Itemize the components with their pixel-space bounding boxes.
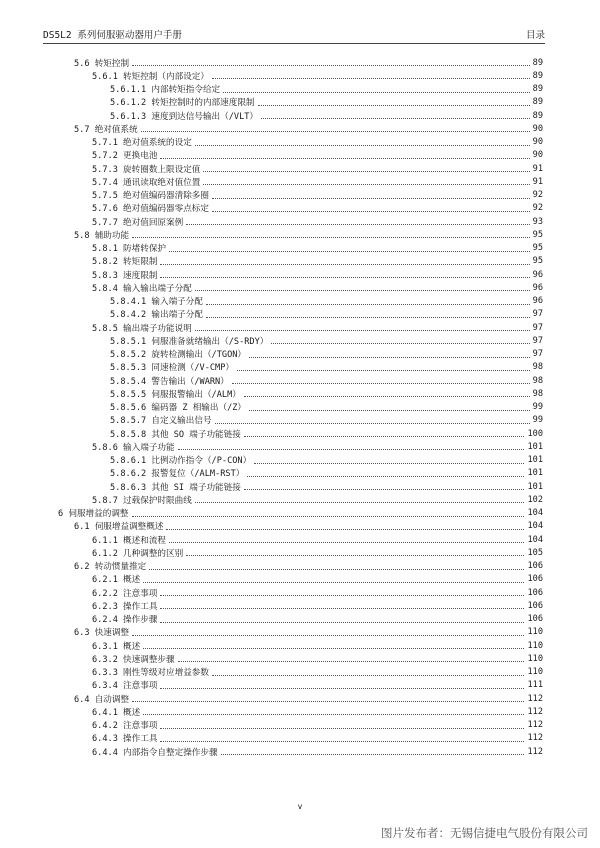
toc-entry[interactable] [74, 520, 543, 533]
toc-entry-page: 112 [527, 706, 543, 717]
toc-entry-page: 93 [532, 216, 543, 227]
toc-entry[interactable] [110, 401, 543, 414]
toc-leader-dots [169, 542, 524, 543]
toc-entry-page: 112 [527, 733, 543, 744]
toc-entry-title: 5.8.6.3 其他 SI 端子功能链接 [110, 482, 241, 493]
toc-entry-page: 97 [532, 309, 543, 320]
toc-entry[interactable] [92, 666, 543, 679]
header-manual-title: DS5L2 系列伺服驱动器用户手册 [43, 30, 182, 41]
toc-entry-page: 89 [532, 70, 543, 81]
toc-leader-dots [271, 343, 529, 344]
toc-entry-page: 95 [532, 229, 543, 240]
toc-entry-page: 110 [527, 667, 543, 677]
toc-entry-title: 6.2 转动惯量推定 [74, 562, 147, 572]
toc-entry-page: 101 [527, 441, 543, 452]
toc-entry[interactable] [92, 732, 543, 745]
toc-entry-title: 5.8 辅助功能 [74, 230, 130, 241]
toc-entry-page: 110 [527, 640, 543, 651]
toc-leader-dots [261, 118, 530, 119]
toc-entry-title: 6.4.1 概述 [92, 707, 141, 718]
toc-entry-title: 6.3.4 注意事项 [92, 681, 158, 692]
page-number: v [297, 802, 303, 811]
toc-entry-title: 5.6.1 转矩控制（内部设定） [92, 71, 209, 82]
toc-entry[interactable] [92, 613, 543, 626]
toc-entry-title: 5.8.5.8 其他 SO 端子功能链接 [110, 429, 241, 440]
toc-entry[interactable] [110, 308, 543, 321]
toc-entry-title: 5.7.1 绝对值系统的设定 [92, 138, 192, 148]
header-rule [43, 43, 545, 44]
toc-entry-title: 5.7.7 绝对值回原案例 [92, 217, 184, 228]
toc-entry-page: 99 [532, 402, 543, 412]
toc-entry-title: 5.8.5.7 自定义输出信号 [110, 416, 212, 427]
toc-entry[interactable] [92, 533, 543, 546]
toc-entry-page: 90 [532, 137, 543, 147]
toc-entry[interactable] [92, 162, 543, 175]
toc-entry[interactable] [110, 96, 543, 109]
toc-entry-page: 89 [532, 57, 543, 68]
toc-entry-title: 5.8.6 输入端子功能 [92, 442, 175, 453]
toc-leader-dots [244, 489, 525, 490]
toc-entry[interactable] [92, 639, 543, 652]
toc-leader-dots [160, 595, 524, 596]
header-section-label: 目录 [525, 30, 545, 41]
toc-entry-title: 6.3.3 刚性等级对应增益参数 [92, 668, 209, 678]
toc-entry[interactable] [110, 480, 543, 493]
toc-entry[interactable] [110, 295, 543, 308]
toc-leader-dots [132, 701, 524, 702]
toc-entry[interactable] [110, 83, 543, 96]
toc-entry[interactable] [58, 507, 543, 520]
toc-leader-dots [195, 330, 530, 331]
toc-entry-page: 106 [527, 561, 543, 571]
toc-leader-dots [143, 648, 524, 649]
toc-leader-dots [132, 635, 524, 636]
toc-leader-dots [160, 688, 524, 689]
toc-leader-dots [186, 555, 524, 556]
toc-entry-title: 5.8.5.6 编码器 Z 相输出（/Z） [110, 403, 247, 413]
toc-entry[interactable] [92, 136, 543, 149]
toc-entry-page: 111 [527, 680, 543, 691]
toc-entry-title: 5.7.4 通讯读取绝对值位置 [92, 177, 201, 188]
toc-leader-dots [141, 131, 530, 132]
toc-entry-page: 110 [527, 627, 543, 638]
toc-leader-dots [249, 357, 530, 358]
toc-leader-dots [237, 370, 530, 371]
toc-entry[interactable] [92, 69, 543, 82]
toc-entry-page: 101 [527, 455, 543, 465]
toc-entry-title: 5.7.2 更换电池 [92, 151, 158, 162]
toc-entry[interactable] [74, 228, 543, 241]
toc-entry-title: 5.8.5.3 同速检测（/V-CMP） [110, 363, 234, 374]
toc-leader-dots [232, 383, 530, 384]
toc-entry-title: 5.6 转矩控制 [74, 58, 130, 69]
toc-leader-dots [160, 622, 524, 623]
toc-entry-page: 91 [532, 163, 543, 174]
toc-entry[interactable] [110, 348, 543, 361]
toc-entry-title: 5.8.4.1 输入端子分配 [110, 297, 203, 307]
toc-entry[interactable] [92, 440, 543, 453]
toc-leader-dots [206, 304, 530, 305]
toc-entry-title: 5.8.5.1 伺服准备就绪输出（/S-RDY） [110, 336, 269, 347]
toc-entry-page: 102 [527, 494, 543, 505]
toc-entry-title: 6.4.2 注意事项 [92, 721, 158, 731]
toc-entry-title: 5.6.1.3 速度到达信号输出（/VLT） [110, 111, 259, 122]
toc-leader-dots [132, 65, 530, 66]
toc-entry-page: 90 [532, 123, 543, 134]
toc-entry[interactable] [74, 56, 543, 69]
toc-entry[interactable] [110, 427, 543, 440]
toc-entry-page: 96 [532, 269, 543, 280]
toc-entry-title: 5.6.1.2 转矩控制时的内部速度限制 [110, 98, 255, 109]
toc-entry[interactable] [92, 321, 543, 334]
toc-entry-title: 6.1.2 几种调整的区别 [92, 548, 184, 559]
toc-entry[interactable] [110, 374, 543, 387]
toc-leader-dots [258, 105, 530, 106]
toc-leader-dots [160, 277, 529, 278]
toc-entry[interactable] [92, 175, 543, 188]
toc-leader-dots [195, 290, 530, 291]
toc-entry-page: 104 [527, 508, 543, 518]
toc-entry-page: 112 [527, 746, 543, 757]
toc-entry[interactable] [74, 626, 543, 639]
toc-leader-dots [132, 237, 530, 238]
toc-leader-dots [143, 582, 524, 583]
toc-entry-title: 6.4 自动调整 [74, 694, 130, 705]
toc-entry[interactable] [92, 149, 543, 162]
toc-entry[interactable] [92, 493, 543, 506]
toc-entry-page: 97 [532, 335, 543, 346]
toc-entry[interactable] [92, 573, 543, 586]
toc-leader-dots [178, 661, 525, 662]
toc-entry[interactable] [92, 281, 543, 294]
toc-entry-title: 6.2.2 注意事项 [92, 588, 158, 599]
toc-leader-dots [223, 92, 529, 93]
toc-entry[interactable] [110, 387, 543, 400]
toc-leader-dots [254, 463, 524, 464]
toc-leader-dots [249, 410, 530, 411]
toc-entry-title: 6.2.1 概述 [92, 575, 141, 586]
toc-entry[interactable] [92, 745, 543, 758]
toc-entry[interactable] [110, 467, 543, 480]
toc-leader-dots [166, 529, 524, 530]
toc-entry-title: 6.4.4 内部指令自整定操作步骤 [92, 747, 218, 758]
toc-entry-page: 104 [527, 534, 543, 545]
toc-entry-page: 96 [532, 282, 543, 293]
toc-entry-title: 5.7 绝对值系统 [74, 124, 138, 135]
toc-entry-title: 5.8.3 速度限制 [92, 270, 158, 281]
toc-entry-title: 6.3.2 快速调整步骤 [92, 654, 175, 665]
toc-entry-page: 95 [532, 256, 543, 267]
toc-entry[interactable] [74, 692, 543, 705]
toc-leader-dots [206, 317, 530, 318]
toc-entry-title: 5.8.7 过载保护时限曲线 [92, 495, 192, 506]
toc-leader-dots [212, 78, 530, 79]
toc-entry-page: 98 [532, 388, 543, 399]
toc-entry-page: 92 [532, 190, 543, 200]
toc-entry-page: 89 [532, 110, 543, 121]
toc-leader-dots [160, 264, 529, 265]
toc-leader-dots [178, 449, 525, 450]
toc-entry-page: 98 [532, 362, 543, 373]
toc-entry-title: 6.2.4 操作步骤 [92, 615, 158, 625]
toc-entry-page: 106 [527, 574, 543, 585]
toc-entry-title: 5.8.5.5 伺服报警输出（/ALM） [110, 389, 241, 400]
toc-leader-dots [244, 396, 530, 397]
toc-entry[interactable] [92, 586, 543, 599]
toc-entry-title: 6.1.1 概述和流程 [92, 535, 167, 546]
toc-entry[interactable] [74, 560, 543, 573]
toc-entry-title: 6.4.3 操作工具 [92, 734, 158, 745]
toc-entry[interactable] [92, 705, 543, 718]
toc-entry-page: 105 [527, 547, 543, 558]
toc-entry-page: 101 [527, 481, 543, 492]
toc-leader-dots [169, 251, 530, 252]
toc-entry-page: 112 [527, 720, 543, 730]
toc-leader-dots [244, 436, 525, 437]
toc-leader-dots [195, 502, 525, 503]
toc-entry-page: 101 [527, 468, 543, 479]
toc-leader-dots [203, 184, 529, 185]
toc-entry-title: 6 伺服增益的调整 [58, 509, 129, 519]
toc-entry[interactable] [92, 255, 543, 268]
toc-leader-dots [215, 423, 530, 424]
toc-entry-title: 6.2.3 操作工具 [92, 601, 158, 612]
toc-entry[interactable] [110, 109, 543, 122]
toc-entry-title: 5.6.1.1 内部转矩指令给定 [110, 85, 221, 95]
toc-entry-page: 91 [532, 176, 543, 187]
toc-leader-dots [203, 171, 529, 172]
toc-entry-page: 97 [532, 322, 543, 333]
toc-leader-dots [212, 198, 530, 199]
toc-leader-dots [160, 608, 524, 609]
toc-leader-dots [132, 516, 525, 517]
toc-leader-dots [160, 158, 529, 159]
toc-leader-dots [160, 728, 524, 729]
toc-entry-page: 106 [527, 600, 543, 611]
toc-entry[interactable] [92, 679, 543, 692]
toc-entry-page: 100 [527, 428, 543, 439]
toc-leader-dots [143, 714, 524, 715]
publisher-watermark: 图片发布者：无锡信捷电气股份有限公司 [381, 826, 588, 840]
toc-entry-page: 89 [532, 97, 543, 108]
toc-entry[interactable] [110, 361, 543, 374]
toc-entry-title: 5.7.5 绝对值编码器清除多圈 [92, 191, 209, 201]
toc-leader-dots [212, 211, 530, 212]
toc-entry-page: 95 [532, 243, 543, 253]
toc-entry-page: 110 [527, 653, 543, 664]
toc-entry[interactable] [92, 599, 543, 612]
toc-entry[interactable] [92, 215, 543, 228]
page-header [43, 27, 545, 45]
toc-entry-title: 5.8.2 转矩限制 [92, 257, 158, 268]
toc-entry[interactable] [92, 719, 543, 732]
toc-entry[interactable] [92, 652, 543, 665]
toc-entry-title: 5.8.6.1 比例动作指令（/P-CON） [110, 456, 252, 466]
toc-leader-dots [186, 224, 529, 225]
toc-leader-dots [221, 754, 525, 755]
toc-entry-page: 106 [527, 587, 543, 598]
toc-leader-dots [212, 675, 524, 676]
toc-leader-dots [149, 569, 524, 570]
toc-entry-title: 5.8.1 防堵转保护 [92, 244, 167, 254]
toc-entry-page: 98 [532, 375, 543, 386]
toc-entry-title: 6.1 伺服增益调整概述 [74, 522, 164, 533]
toc-entry-title: 6.3.1 概述 [92, 641, 141, 652]
toc-entry[interactable] [110, 454, 543, 467]
toc-entry-title: 5.8.5.2 旋转检测输出（/TGON） [110, 350, 247, 360]
toc-entry-title: 5.8.4 输入输出端子分配 [92, 283, 192, 294]
toc-entry-page: 92 [532, 203, 543, 214]
toc-entry-title: 5.8.5 输出端子功能说明 [92, 323, 192, 334]
toc-entry[interactable] [92, 546, 543, 559]
toc-leader-dots [160, 741, 524, 742]
toc-entry-page: 99 [532, 415, 543, 426]
toc-leader-dots [195, 145, 530, 146]
toc-entry-page: 96 [532, 296, 543, 306]
toc-entry[interactable] [92, 242, 543, 255]
toc-entry[interactable] [110, 334, 543, 347]
toc-entry-page: 90 [532, 150, 543, 161]
toc-entry-page: 97 [532, 349, 543, 359]
toc-entry-title: 5.7.3 旋转圈数上限设定值 [92, 164, 201, 175]
toc-entry[interactable] [110, 414, 543, 427]
toc-entry-page: 104 [527, 521, 543, 532]
toc-leader-dots [247, 476, 524, 477]
toc-entry-title: 5.8.4.2 输出端子分配 [110, 310, 203, 321]
toc-entry-title: 6.3 快速调整 [74, 628, 130, 639]
toc-entry[interactable] [92, 202, 543, 215]
toc-entry[interactable] [92, 189, 543, 202]
toc-entry-title: 5.8.5.4 警告输出（/WARN） [110, 376, 229, 387]
toc-entry[interactable] [92, 268, 543, 281]
toc-entry-page: 89 [532, 84, 543, 94]
toc-entry-page: 112 [527, 693, 543, 704]
toc-entry-title: 5.8.6.2 报警复位（/ALM-RST） [110, 469, 245, 480]
toc-entry[interactable] [74, 122, 543, 135]
toc-entry-title: 5.7.6 绝对值编码器零点标定 [92, 204, 209, 215]
toc-entry-page: 106 [527, 614, 543, 624]
